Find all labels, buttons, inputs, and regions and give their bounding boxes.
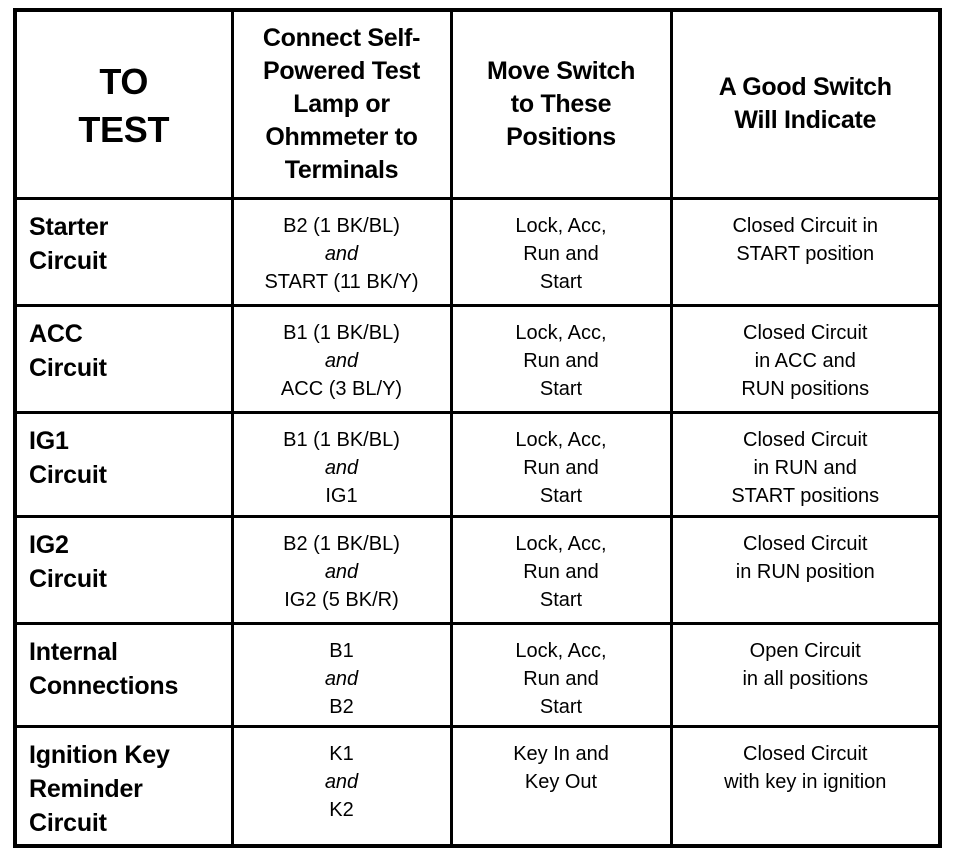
indication-cell	[671, 198, 938, 305]
terminals-cell	[232, 305, 451, 412]
position-line: Start	[539, 588, 583, 611]
indication-line: Open Circuit	[749, 639, 861, 662]
position-line: Run and	[523, 667, 599, 690]
header-to-test	[17, 12, 232, 198]
header-line: to These	[510, 89, 612, 118]
header-line: Move Switch	[486, 56, 636, 85]
terminal-line: START (11 BK/Y)	[264, 270, 419, 293]
terminal-line: B1	[329, 639, 354, 662]
indication-cell	[671, 516, 938, 623]
terminal-line: IG1	[325, 484, 358, 507]
indication-line: RUN positions	[741, 377, 870, 400]
terminals-cell	[232, 623, 451, 726]
conjunction: and	[324, 560, 359, 583]
table-row	[17, 198, 938, 305]
conjunction: and	[324, 242, 359, 265]
terminals-cell	[232, 198, 451, 305]
position-line: Lock, Acc,	[515, 321, 607, 344]
position-line: Lock, Acc,	[515, 428, 607, 451]
position-line: Key In and	[513, 742, 609, 765]
table-row	[17, 412, 938, 516]
table-row	[17, 726, 938, 844]
test-name-cell	[17, 726, 232, 844]
position-line: Run and	[523, 349, 599, 372]
indication-line: Closed Circuit	[743, 428, 868, 451]
test-name-line: Starter	[29, 212, 109, 241]
position-line: Lock, Acc,	[515, 532, 607, 555]
position-line: Run and	[523, 560, 599, 583]
terminals-cell	[232, 412, 451, 516]
indication-line: in RUN and	[753, 456, 857, 479]
terminal-line: K1	[329, 742, 354, 765]
positions-cell	[451, 623, 671, 726]
positions-cell	[451, 198, 671, 305]
terminal-line: B2 (1 BK/BL)	[283, 532, 400, 555]
switch-test-table-frame	[13, 8, 942, 848]
header-line: Powered Test	[262, 56, 421, 85]
header-row	[17, 12, 938, 198]
header-line: TEST	[78, 109, 170, 151]
test-name-line: IG2	[29, 530, 69, 559]
position-line: Start	[539, 377, 583, 400]
terminal-line: K2	[329, 798, 354, 821]
switch-test-table	[17, 12, 938, 844]
test-name-line: Connections	[29, 671, 179, 700]
test-name-cell	[17, 516, 232, 623]
table-row	[17, 516, 938, 623]
indication-line: in RUN position	[735, 560, 875, 583]
indication-cell	[671, 305, 938, 412]
test-name-cell	[17, 305, 232, 412]
position-line: Key Out	[524, 770, 598, 793]
position-line: Run and	[523, 456, 599, 479]
indication-line: in all positions	[742, 667, 869, 690]
header-line: Connect Self-	[262, 23, 421, 52]
header-line: A Good Switch	[718, 73, 892, 102]
conjunction: and	[324, 667, 359, 690]
test-name-line: IG1	[29, 426, 69, 455]
terminal-line: ACC (3 BL/Y)	[280, 377, 403, 400]
conjunction: and	[324, 349, 359, 372]
position-line: Lock, Acc,	[515, 214, 607, 237]
terminals-cell	[232, 726, 451, 844]
indication-line: START positions	[731, 484, 880, 507]
header-line: Terminals	[284, 155, 399, 184]
test-name-line: Circuit	[29, 460, 107, 489]
conjunction: and	[324, 770, 359, 793]
terminals-cell	[232, 516, 451, 623]
conjunction: and	[324, 456, 359, 479]
indication-line: Closed Circuit	[743, 321, 868, 344]
indication-cell	[671, 623, 938, 726]
header-line: Positions	[506, 122, 616, 151]
positions-cell	[451, 516, 671, 623]
indication-line: Closed Circuit in	[732, 214, 879, 237]
position-line: Run and	[523, 242, 599, 265]
test-name-line: Internal	[29, 637, 118, 666]
terminal-line: IG2 (5 BK/R)	[284, 588, 399, 611]
indication-line: Closed Circuit	[743, 532, 868, 555]
test-name-line: Circuit	[29, 564, 107, 593]
test-name-cell	[17, 198, 232, 305]
table-row	[17, 623, 938, 726]
terminal-line: B1 (1 BK/BL)	[283, 321, 400, 344]
indication-line: in ACC and	[754, 349, 856, 372]
position-line: Start	[539, 695, 583, 718]
test-name-line: Reminder	[29, 774, 143, 803]
table-row	[17, 305, 938, 412]
position-line: Start	[539, 270, 583, 293]
positions-cell	[451, 412, 671, 516]
indication-line: START position	[736, 242, 875, 265]
test-name-line: ACC	[29, 319, 83, 348]
indication-cell	[671, 412, 938, 516]
header-switch-positions	[451, 12, 671, 198]
indication-cell	[671, 726, 938, 844]
positions-cell	[451, 305, 671, 412]
header-good-switch	[671, 12, 938, 198]
header-line: Will Indicate	[734, 106, 877, 135]
test-name-line: Ignition Key	[29, 740, 170, 769]
test-name-line: Circuit	[29, 808, 107, 837]
positions-cell	[451, 726, 671, 844]
test-name-cell	[17, 412, 232, 516]
header-line: TO	[99, 61, 149, 103]
position-line: Lock, Acc,	[515, 639, 607, 662]
terminal-line: B2	[329, 695, 354, 718]
position-line: Start	[539, 484, 583, 507]
indication-line: with key in ignition	[724, 770, 887, 793]
indication-line: Closed Circuit	[743, 742, 868, 765]
terminal-line: B1 (1 BK/BL)	[283, 428, 400, 451]
test-name-cell	[17, 623, 232, 726]
test-name-line: Circuit	[29, 246, 107, 275]
header-connect-terminals	[232, 12, 451, 198]
terminal-line: B2 (1 BK/BL)	[283, 214, 400, 237]
header-line: Lamp or	[293, 89, 390, 118]
test-name-line: Circuit	[29, 353, 107, 382]
header-line: Ohmmeter to	[265, 122, 418, 151]
